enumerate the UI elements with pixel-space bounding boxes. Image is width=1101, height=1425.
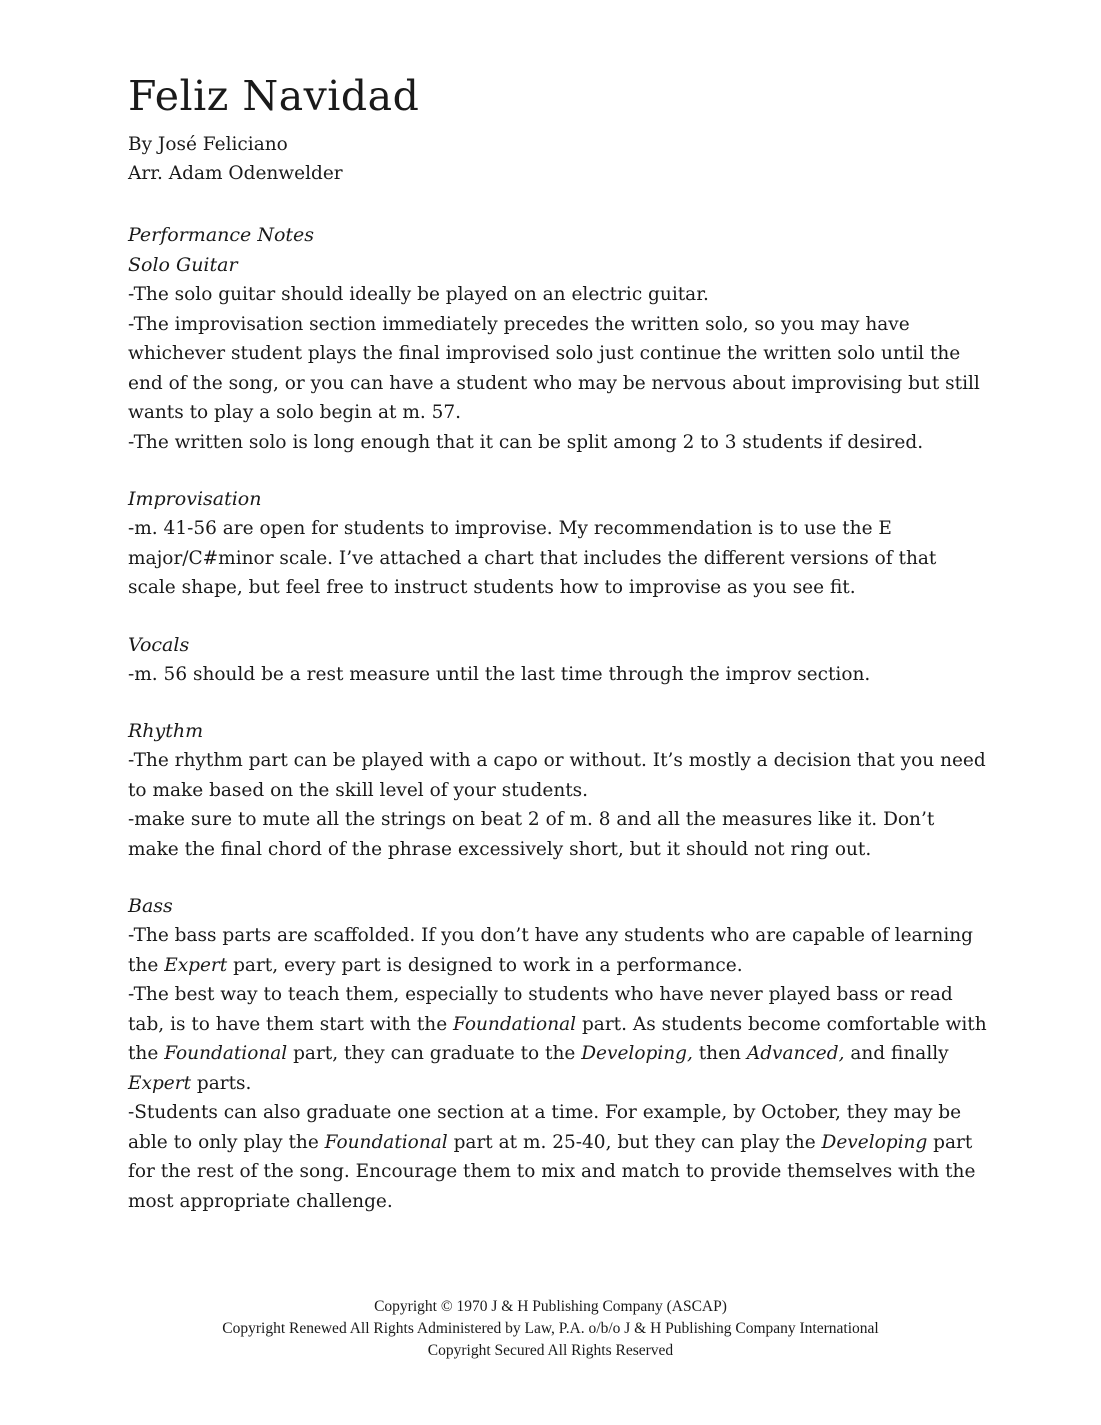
arranger-credit: Arr. Adam Odenwelder [128,163,343,184]
copyright-footer [0,1296,1101,1362]
solo-guitar-note: -The solo guitar should ideally be played on an electric guitar. [128,284,709,305]
solo-guitar-heading: Solo Guitar [128,254,238,276]
section-bass [128,891,988,1216]
solo-guitar-note: -The improvisation section immediately precedes the written solo, so you may have whichever student plays the final improvised solo just continue the written solo until the end of the song, or you can have a student who may be nervous about improvising but still wants to play a solo begin at m. 57. [128,313,980,423]
solo-guitar-note: -The written solo is long enough that it can be split among 2 to 3 students if desired. [128,431,924,453]
section-improvisation [128,484,988,603]
section-solo-guitar [128,220,988,457]
improvisation-heading: Improvisation [128,488,262,510]
copyright-line: Copyright Renewed All Rights Administered by Law, P.A. o/b/o J & H Publishing Company International [222,1320,879,1337]
vocals-note: -m. 56 should be a rest measure until the last time through the improv section. [128,663,871,685]
section-vocals [128,630,988,690]
composer-credit: By José Feliciano [128,134,288,155]
rhythm-note: -make sure to mute all the strings on beat 2 of m. 8 and all the measures like it. Don’t make the final chord of the phrase excessively short, but it should not ring out. [128,809,935,860]
vocals-heading: Vocals [128,633,190,656]
bass-heading: Bass [128,895,173,917]
document-page [128,72,988,1216]
improvisation-note: -m. 41-56 are open for students to improvise. My recommendation is to use the E major/C#minor scale. I’ve attached a chart that includes the different versions of that scale shape, but feel free to instruct students how to improvise as you see fit. [128,518,937,598]
bass-note: -The best way to teach them, especially to students who have never played bass or read tab, is to have them start with the Foundational part. As students become comfortable with the Foundational part, they can graduate to the Developing, then Advanced, and finally Expert parts. [128,984,987,1094]
copyright-line: Copyright © 1970 J & H Publishing Company (ASCAP) [374,1298,727,1315]
song-title: Feliz Navidad [128,72,420,120]
bass-note: -The bass parts are scaffolded. If you don’t have any students who are capable of learning the Expert part, every part is designed to work in a performance. [128,925,974,976]
rhythm-note: -The rhythm part can be played with a capo or without. It’s mostly a decision that you need to make based on the skill level of your students. [128,750,986,801]
rhythm-heading: Rhythm [128,720,204,742]
section-rhythm [128,716,988,864]
bass-note: -Students can also graduate one section at a time. For example, by October, they may be able to only play the Foundational part at m. 25-40, but they can play the Developing part for the rest of the song. Encourage them to mix and match to provide themselves with the most appropriate challenge. [128,1102,976,1212]
performance-notes-heading: Performance Notes [128,224,315,246]
copyright-line: Copyright Secured All Rights Reserved [427,1342,674,1359]
